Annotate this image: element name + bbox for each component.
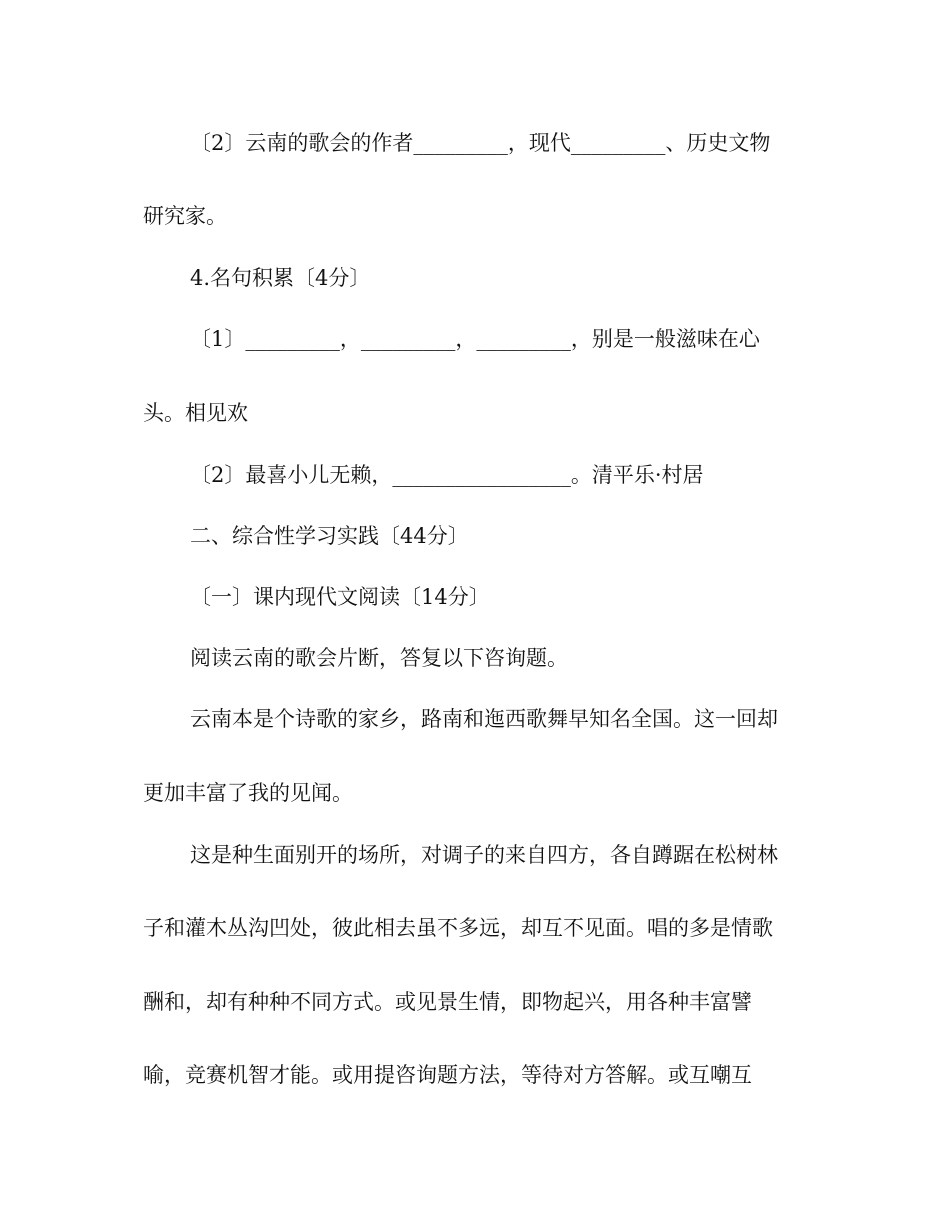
question-2-author-line: 〔2〕云南的歌会的作者_________，现代_________、历史文物: [190, 131, 771, 155]
section-heading-famous-lines: 4.名句积累〔4分〕: [190, 266, 371, 290]
section-heading-practice: 二、综合性学习实践〔44分〕: [190, 524, 469, 548]
passage-paragraph-2-line-4: 喻，竞赛机智才能。或用提咨询题方法，等待对方答解。或互嘲互: [143, 1063, 752, 1087]
famous-line-2: 〔2〕最喜小儿无赖，_________________。清平乐·村居: [190, 463, 704, 487]
subsection-heading-reading: 〔一〕课内现代文阅读〔14分〕: [190, 585, 490, 609]
passage-paragraph-1-line-2: 更加丰富了我的见闻。: [143, 781, 353, 805]
passage-paragraph-2-line-2: 子和灌木丛沟凹处，彼此相去虽不多远，却互不见面。唱的多是情歌: [143, 916, 773, 940]
famous-line-1-continuation: 头。相见欢: [143, 401, 248, 425]
famous-line-1: 〔1〕_________，_________，_________，别是一般滋味在心: [190, 327, 760, 351]
passage-paragraph-2-line-1: 这是种生面别开的场所，对调子的来自四方，各自蹲踞在松树林: [190, 843, 778, 867]
question-2-continuation: 研究家。: [143, 204, 227, 228]
passage-paragraph-1-line-1: 云南本是个诗歌的家乡，路南和迤西歌舞早知名全国。这一回却: [190, 707, 778, 731]
passage-paragraph-2-line-3: 酬和，却有种种不同方式。或见景生情，即物起兴，用各种丰富譬: [143, 990, 752, 1014]
reading-instruction: 阅读云南的歌会片断，答复以下咨询题。: [190, 646, 568, 670]
